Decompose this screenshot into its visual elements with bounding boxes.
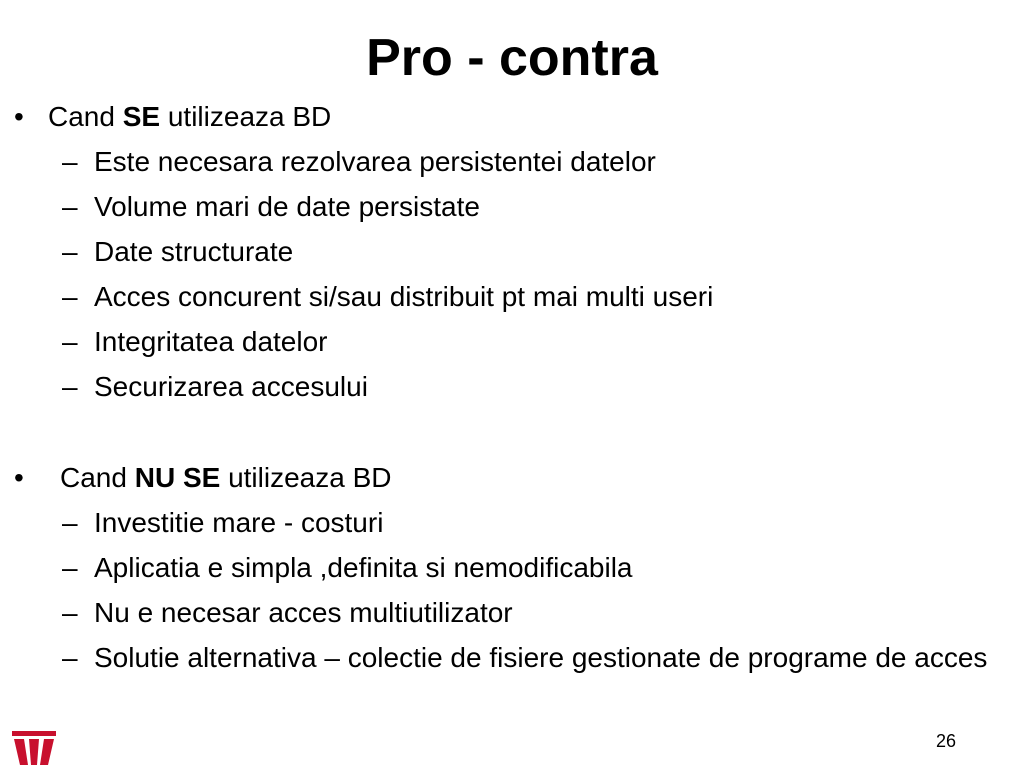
list-item: Volume mari de date persistate — [94, 191, 480, 222]
bullet-heading-emphasis: NU SE — [134, 462, 221, 493]
bullet-heading-prefix: Cand — [48, 101, 123, 132]
page-number: 26 — [936, 731, 957, 751]
dash-marker: – — [62, 371, 78, 402]
bullet-heading-prefix: Cand — [60, 462, 135, 493]
dash-marker: – — [62, 236, 78, 267]
bullet-marker: • — [14, 462, 24, 493]
list-item: Aplicatia e simpla ,definita si nemodificabila — [94, 552, 633, 583]
dash-marker: – — [62, 507, 78, 538]
bullet-heading-se — [48, 100, 331, 134]
dash-marker: – — [62, 326, 78, 357]
list-item: Securizarea accesului — [94, 371, 368, 402]
dash-marker: – — [62, 642, 78, 673]
university-logo-icon — [12, 731, 56, 765]
bullet-marker: • — [14, 101, 24, 132]
list-item: Nu e necesar acces multiutilizator — [94, 597, 513, 628]
bullet-heading-suffix: utilizeaza BD — [160, 101, 332, 132]
list-item: Date structurate — [94, 236, 294, 267]
list-item: Solutie alternativa – colectie de fisiere gestionate de programe de acces — [94, 642, 988, 673]
list-item: Este necesara rezolvarea persistentei datelor — [94, 146, 656, 177]
dash-marker: – — [62, 597, 78, 628]
dash-marker: – — [62, 146, 78, 177]
bullet-heading-nu-se — [60, 461, 391, 495]
bullet-heading-suffix: utilizeaza BD — [220, 462, 392, 493]
dash-marker: – — [62, 552, 78, 583]
dash-marker: – — [62, 191, 78, 222]
bullet-heading-emphasis: SE — [122, 101, 161, 132]
list-item: Acces concurent si/sau distribuit pt mai multi useri — [94, 281, 714, 312]
dash-marker: – — [62, 281, 78, 312]
list-item: Investitie mare - costuri — [94, 507, 384, 538]
slide-title: Pro - contra — [366, 29, 658, 87]
list-item: Integritatea datelor — [94, 326, 328, 357]
